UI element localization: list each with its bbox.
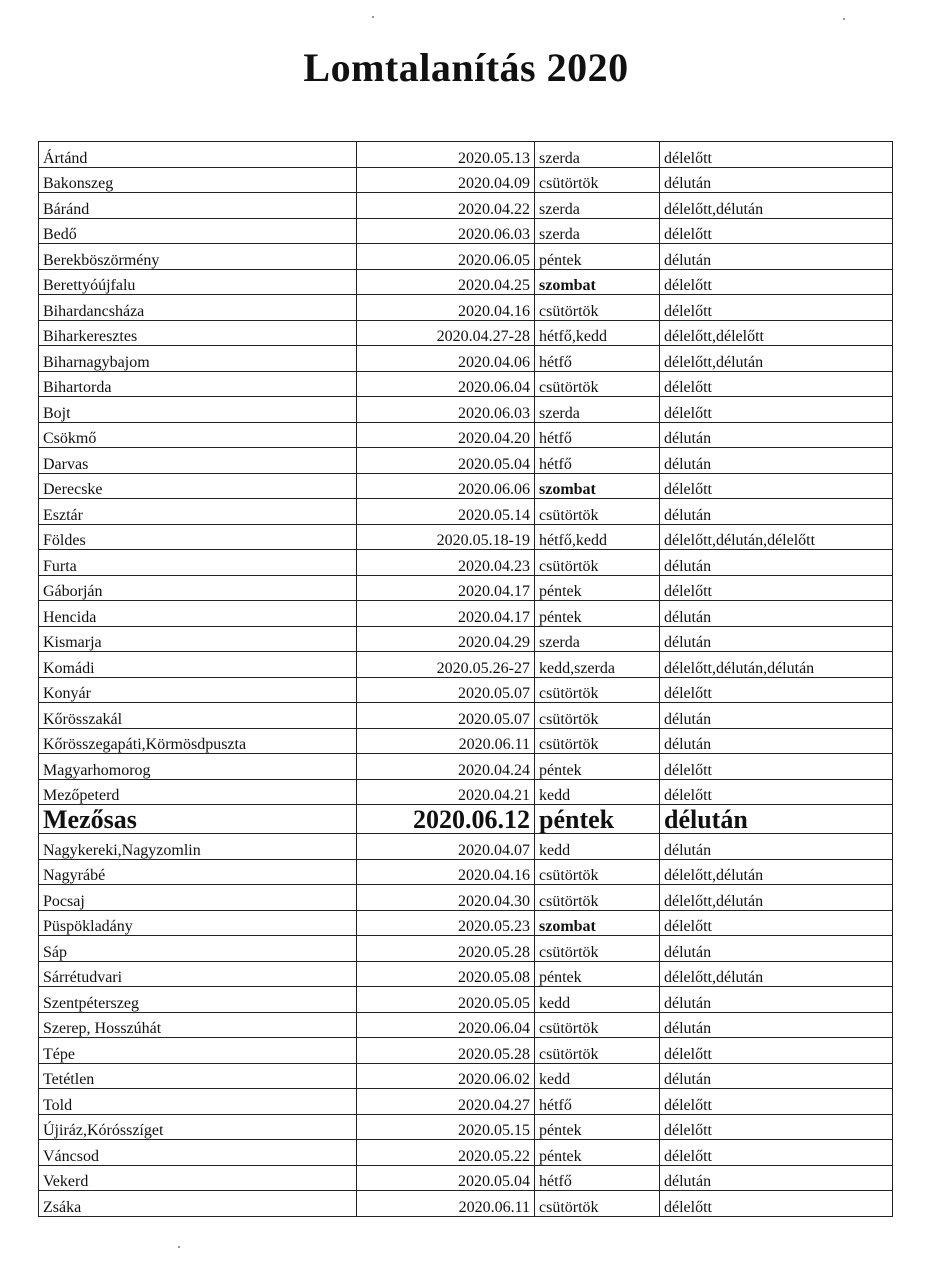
time-of-day-cell: délelőtt bbox=[660, 1038, 893, 1064]
town-cell: Told bbox=[39, 1089, 357, 1115]
table-row bbox=[39, 269, 893, 295]
date-cell: 2020.04.27-28 bbox=[357, 320, 535, 346]
table-row bbox=[39, 499, 893, 525]
table-row bbox=[39, 936, 893, 962]
date-cell: 2020.06.03 bbox=[357, 218, 535, 244]
time-of-day-cell: délelőtt,délelőtt bbox=[660, 320, 893, 346]
table-row bbox=[39, 244, 893, 270]
date-cell: 2020.05.28 bbox=[357, 936, 535, 962]
table-row bbox=[39, 320, 893, 346]
time-of-day-cell: délelőtt bbox=[660, 371, 893, 397]
weekday-cell: hétfő bbox=[535, 448, 660, 474]
table-row bbox=[39, 910, 893, 936]
date-cell: 2020.06.05 bbox=[357, 244, 535, 270]
table-row bbox=[39, 703, 893, 729]
weekday-cell: péntek bbox=[535, 575, 660, 601]
time-of-day-cell: délelőtt bbox=[660, 397, 893, 423]
table-row bbox=[39, 371, 893, 397]
time-of-day-cell: délelőtt bbox=[660, 218, 893, 244]
town-cell: Váncsod bbox=[39, 1140, 357, 1166]
table-row bbox=[39, 448, 893, 474]
table-row bbox=[39, 142, 893, 168]
weekday-cell: csütörtök bbox=[535, 885, 660, 911]
table-row bbox=[39, 626, 893, 652]
table-row bbox=[39, 1114, 893, 1140]
date-cell: 2020.04.22 bbox=[357, 193, 535, 219]
table-row bbox=[39, 295, 893, 321]
town-cell: Darvas bbox=[39, 448, 357, 474]
time-of-day-cell: délután bbox=[660, 550, 893, 576]
town-cell: Biharnagybajom bbox=[39, 346, 357, 372]
weekday-cell: hétfő bbox=[535, 1165, 660, 1191]
weekday-cell: szerda bbox=[535, 626, 660, 652]
time-of-day-cell: délután bbox=[660, 626, 893, 652]
table-row bbox=[39, 859, 893, 885]
time-of-day-cell: délelőtt bbox=[660, 1114, 893, 1140]
date-cell: 2020.04.25 bbox=[357, 269, 535, 295]
weekday-cell: péntek bbox=[535, 601, 660, 627]
time-of-day-cell: délelőtt,délután bbox=[660, 193, 893, 219]
time-of-day-cell: délután bbox=[660, 805, 893, 834]
weekday-cell: kedd bbox=[535, 834, 660, 860]
town-cell: Szerep, Hosszúhát bbox=[39, 1012, 357, 1038]
weekday-cell: csütörtök bbox=[535, 859, 660, 885]
town-cell: Tetétlen bbox=[39, 1063, 357, 1089]
time-of-day-cell: délelőtt bbox=[660, 295, 893, 321]
weekday-cell: szombat bbox=[535, 473, 660, 499]
town-cell: Tépe bbox=[39, 1038, 357, 1064]
table-row bbox=[39, 834, 893, 860]
time-of-day-cell: délután bbox=[660, 1012, 893, 1038]
town-cell: Kőrösszegapáti,Körmösdpuszta bbox=[39, 728, 357, 754]
town-cell: Bojt bbox=[39, 397, 357, 423]
date-cell: 2020.05.22 bbox=[357, 1140, 535, 1166]
table-row bbox=[39, 728, 893, 754]
date-cell: 2020.06.04 bbox=[357, 371, 535, 397]
weekday-cell: csütörtök bbox=[535, 703, 660, 729]
table-row bbox=[39, 677, 893, 703]
weekday-cell: kedd bbox=[535, 1063, 660, 1089]
table-row bbox=[39, 1063, 893, 1089]
date-cell: 2020.04.30 bbox=[357, 885, 535, 911]
table-row bbox=[39, 1089, 893, 1115]
table-row bbox=[39, 754, 893, 780]
town-cell: Zsáka bbox=[39, 1191, 357, 1217]
date-cell: 2020.04.09 bbox=[357, 167, 535, 193]
time-of-day-cell: délelőtt bbox=[660, 1140, 893, 1166]
date-cell: 2020.04.24 bbox=[357, 754, 535, 780]
time-of-day-cell: délelőtt,délután bbox=[660, 859, 893, 885]
weekday-cell: csütörtök bbox=[535, 499, 660, 525]
town-cell: Pocsaj bbox=[39, 885, 357, 911]
town-cell: Derecske bbox=[39, 473, 357, 499]
weekday-cell: csütörtök bbox=[535, 295, 660, 321]
table-row bbox=[39, 218, 893, 244]
town-cell: Bedő bbox=[39, 218, 357, 244]
table-row bbox=[39, 550, 893, 576]
time-of-day-cell: délelőtt bbox=[660, 1089, 893, 1115]
town-cell: Újiráz,Kórósszíget bbox=[39, 1114, 357, 1140]
town-cell: Biharkeresztes bbox=[39, 320, 357, 346]
weekday-cell: péntek bbox=[535, 1140, 660, 1166]
weekday-cell: péntek bbox=[535, 754, 660, 780]
time-of-day-cell: délelőtt bbox=[660, 142, 893, 168]
town-cell: Berettyóújfalu bbox=[39, 269, 357, 295]
scan-speck bbox=[372, 16, 374, 18]
date-cell: 2020.05.04 bbox=[357, 448, 535, 474]
date-cell: 2020.05.14 bbox=[357, 499, 535, 525]
time-of-day-cell: délután bbox=[660, 703, 893, 729]
table-row bbox=[39, 961, 893, 987]
time-of-day-cell: délelőtt bbox=[660, 779, 893, 805]
time-of-day-cell: délelőtt bbox=[660, 1191, 893, 1217]
date-cell: 2020.04.07 bbox=[357, 834, 535, 860]
date-cell: 2020.04.27 bbox=[357, 1089, 535, 1115]
date-cell: 2020.05.07 bbox=[357, 703, 535, 729]
date-cell: 2020.04.21 bbox=[357, 779, 535, 805]
table-row bbox=[39, 987, 893, 1013]
date-cell: 2020.05.18-19 bbox=[357, 524, 535, 550]
weekday-cell: szerda bbox=[535, 397, 660, 423]
date-cell: 2020.05.15 bbox=[357, 1114, 535, 1140]
date-cell: 2020.04.29 bbox=[357, 626, 535, 652]
date-cell: 2020.04.23 bbox=[357, 550, 535, 576]
table-row bbox=[39, 575, 893, 601]
date-cell: 2020.06.03 bbox=[357, 397, 535, 423]
date-cell: 2020.04.06 bbox=[357, 346, 535, 372]
weekday-cell: csütörtök bbox=[535, 1038, 660, 1064]
weekday-cell: csütörtök bbox=[535, 728, 660, 754]
town-cell: Bakonszeg bbox=[39, 167, 357, 193]
date-cell: 2020.04.17 bbox=[357, 575, 535, 601]
town-cell: Nagykereki,Nagyzomlin bbox=[39, 834, 357, 860]
weekday-cell: péntek bbox=[535, 961, 660, 987]
table-row bbox=[39, 779, 893, 805]
date-cell: 2020.05.23 bbox=[357, 910, 535, 936]
date-cell: 2020.05.07 bbox=[357, 677, 535, 703]
time-of-day-cell: délután bbox=[660, 448, 893, 474]
time-of-day-cell: délelőtt bbox=[660, 754, 893, 780]
town-cell: Berekböszörmény bbox=[39, 244, 357, 270]
table-row bbox=[39, 1012, 893, 1038]
date-cell: 2020.05.13 bbox=[357, 142, 535, 168]
weekday-cell: csütörtök bbox=[535, 677, 660, 703]
town-cell: Kőrösszakál bbox=[39, 703, 357, 729]
town-cell: Konyár bbox=[39, 677, 357, 703]
time-of-day-cell: délelőtt bbox=[660, 473, 893, 499]
table-row bbox=[39, 652, 893, 678]
page-title: Lomtalanítás 2020 bbox=[303, 45, 629, 90]
town-cell: Szentpéterszeg bbox=[39, 987, 357, 1013]
weekday-cell: péntek bbox=[535, 805, 660, 834]
time-of-day-cell: délután bbox=[660, 601, 893, 627]
table-row bbox=[39, 193, 893, 219]
table-row bbox=[39, 1165, 893, 1191]
time-of-day-cell: délután bbox=[660, 936, 893, 962]
date-cell: 2020.06.02 bbox=[357, 1063, 535, 1089]
weekday-cell: szerda bbox=[535, 218, 660, 244]
time-of-day-cell: délelőtt,délután bbox=[660, 961, 893, 987]
town-cell: Csökmő bbox=[39, 422, 357, 448]
time-of-day-cell: délelőtt,délután,délután bbox=[660, 652, 893, 678]
time-of-day-cell: délelőtt,délután bbox=[660, 885, 893, 911]
date-cell: 2020.06.11 bbox=[357, 728, 535, 754]
weekday-cell: kedd bbox=[535, 779, 660, 805]
table-row bbox=[39, 473, 893, 499]
date-cell: 2020.06.06 bbox=[357, 473, 535, 499]
table-row bbox=[39, 885, 893, 911]
date-cell: 2020.05.26-27 bbox=[357, 652, 535, 678]
table-row bbox=[39, 1140, 893, 1166]
weekday-cell: kedd bbox=[535, 987, 660, 1013]
weekday-cell: csütörtök bbox=[535, 371, 660, 397]
date-cell: 2020.05.04 bbox=[357, 1165, 535, 1191]
town-cell: Furta bbox=[39, 550, 357, 576]
weekday-cell: csütörtök bbox=[535, 167, 660, 193]
town-cell: Kismarja bbox=[39, 626, 357, 652]
town-cell: Vekerd bbox=[39, 1165, 357, 1191]
date-cell: 2020.04.20 bbox=[357, 422, 535, 448]
town-cell: Mezősas bbox=[39, 805, 357, 834]
time-of-day-cell: délelőtt,délután,délelőtt bbox=[660, 524, 893, 550]
time-of-day-cell: délután bbox=[660, 728, 893, 754]
town-cell: Ártánd bbox=[39, 142, 357, 168]
town-cell: Bihartorda bbox=[39, 371, 357, 397]
date-cell: 2020.05.28 bbox=[357, 1038, 535, 1064]
town-cell: Hencida bbox=[39, 601, 357, 627]
date-cell: 2020.05.08 bbox=[357, 961, 535, 987]
date-cell: 2020.04.16 bbox=[357, 859, 535, 885]
time-of-day-cell: délelőtt bbox=[660, 677, 893, 703]
scan-speck bbox=[843, 18, 845, 20]
town-cell: Esztár bbox=[39, 499, 357, 525]
weekday-cell: péntek bbox=[535, 1114, 660, 1140]
time-of-day-cell: délelőtt bbox=[660, 910, 893, 936]
schedule-table bbox=[38, 141, 893, 1217]
weekday-cell: hétfő bbox=[535, 422, 660, 448]
time-of-day-cell: délután bbox=[660, 1165, 893, 1191]
town-cell: Sáp bbox=[39, 936, 357, 962]
table-row bbox=[39, 422, 893, 448]
town-cell: Földes bbox=[39, 524, 357, 550]
date-cell: 2020.05.05 bbox=[357, 987, 535, 1013]
weekday-cell: hétfő,kedd bbox=[535, 524, 660, 550]
weekday-cell: kedd,szerda bbox=[535, 652, 660, 678]
town-cell: Sárrétudvari bbox=[39, 961, 357, 987]
time-of-day-cell: délelőtt bbox=[660, 269, 893, 295]
date-cell: 2020.06.04 bbox=[357, 1012, 535, 1038]
time-of-day-cell: délután bbox=[660, 834, 893, 860]
table-row bbox=[39, 1038, 893, 1064]
weekday-cell: hétfő,kedd bbox=[535, 320, 660, 346]
town-cell: Nagyrábé bbox=[39, 859, 357, 885]
town-cell: Báránd bbox=[39, 193, 357, 219]
town-cell: Püspökladány bbox=[39, 910, 357, 936]
town-cell: Komádi bbox=[39, 652, 357, 678]
weekday-cell: szerda bbox=[535, 193, 660, 219]
table-row bbox=[39, 397, 893, 423]
schedule-table-body bbox=[39, 142, 893, 1217]
weekday-cell: péntek bbox=[535, 244, 660, 270]
town-cell: Bihardancsháza bbox=[39, 295, 357, 321]
time-of-day-cell: délután bbox=[660, 1063, 893, 1089]
time-of-day-cell: délután bbox=[660, 422, 893, 448]
time-of-day-cell: délután bbox=[660, 987, 893, 1013]
table-row bbox=[39, 1191, 893, 1217]
date-cell: 2020.06.11 bbox=[357, 1191, 535, 1217]
table-row bbox=[39, 601, 893, 627]
weekday-cell: csütörtök bbox=[535, 550, 660, 576]
time-of-day-cell: délután bbox=[660, 499, 893, 525]
weekday-cell: szombat bbox=[535, 269, 660, 295]
date-cell: 2020.04.16 bbox=[357, 295, 535, 321]
town-cell: Mezőpeterd bbox=[39, 779, 357, 805]
weekday-cell: csütörtök bbox=[535, 936, 660, 962]
weekday-cell: csütörtök bbox=[535, 1012, 660, 1038]
town-cell: Gáborján bbox=[39, 575, 357, 601]
time-of-day-cell: délelőtt,délután bbox=[660, 346, 893, 372]
scan-speck bbox=[178, 1246, 180, 1248]
date-cell: 2020.04.17 bbox=[357, 601, 535, 627]
weekday-cell: szombat bbox=[535, 910, 660, 936]
weekday-cell: hétfő bbox=[535, 346, 660, 372]
weekday-cell: csütörtök bbox=[535, 1191, 660, 1217]
table-row bbox=[39, 167, 893, 193]
time-of-day-cell: délután bbox=[660, 244, 893, 270]
time-of-day-cell: délután bbox=[660, 167, 893, 193]
town-cell: Magyarhomorog bbox=[39, 754, 357, 780]
weekday-cell: hétfő bbox=[535, 1089, 660, 1115]
time-of-day-cell: délelőtt bbox=[660, 575, 893, 601]
date-cell: 2020.06.12 bbox=[357, 805, 535, 834]
table-row bbox=[39, 346, 893, 372]
table-row bbox=[39, 805, 893, 834]
weekday-cell: szerda bbox=[535, 142, 660, 168]
table-row bbox=[39, 524, 893, 550]
